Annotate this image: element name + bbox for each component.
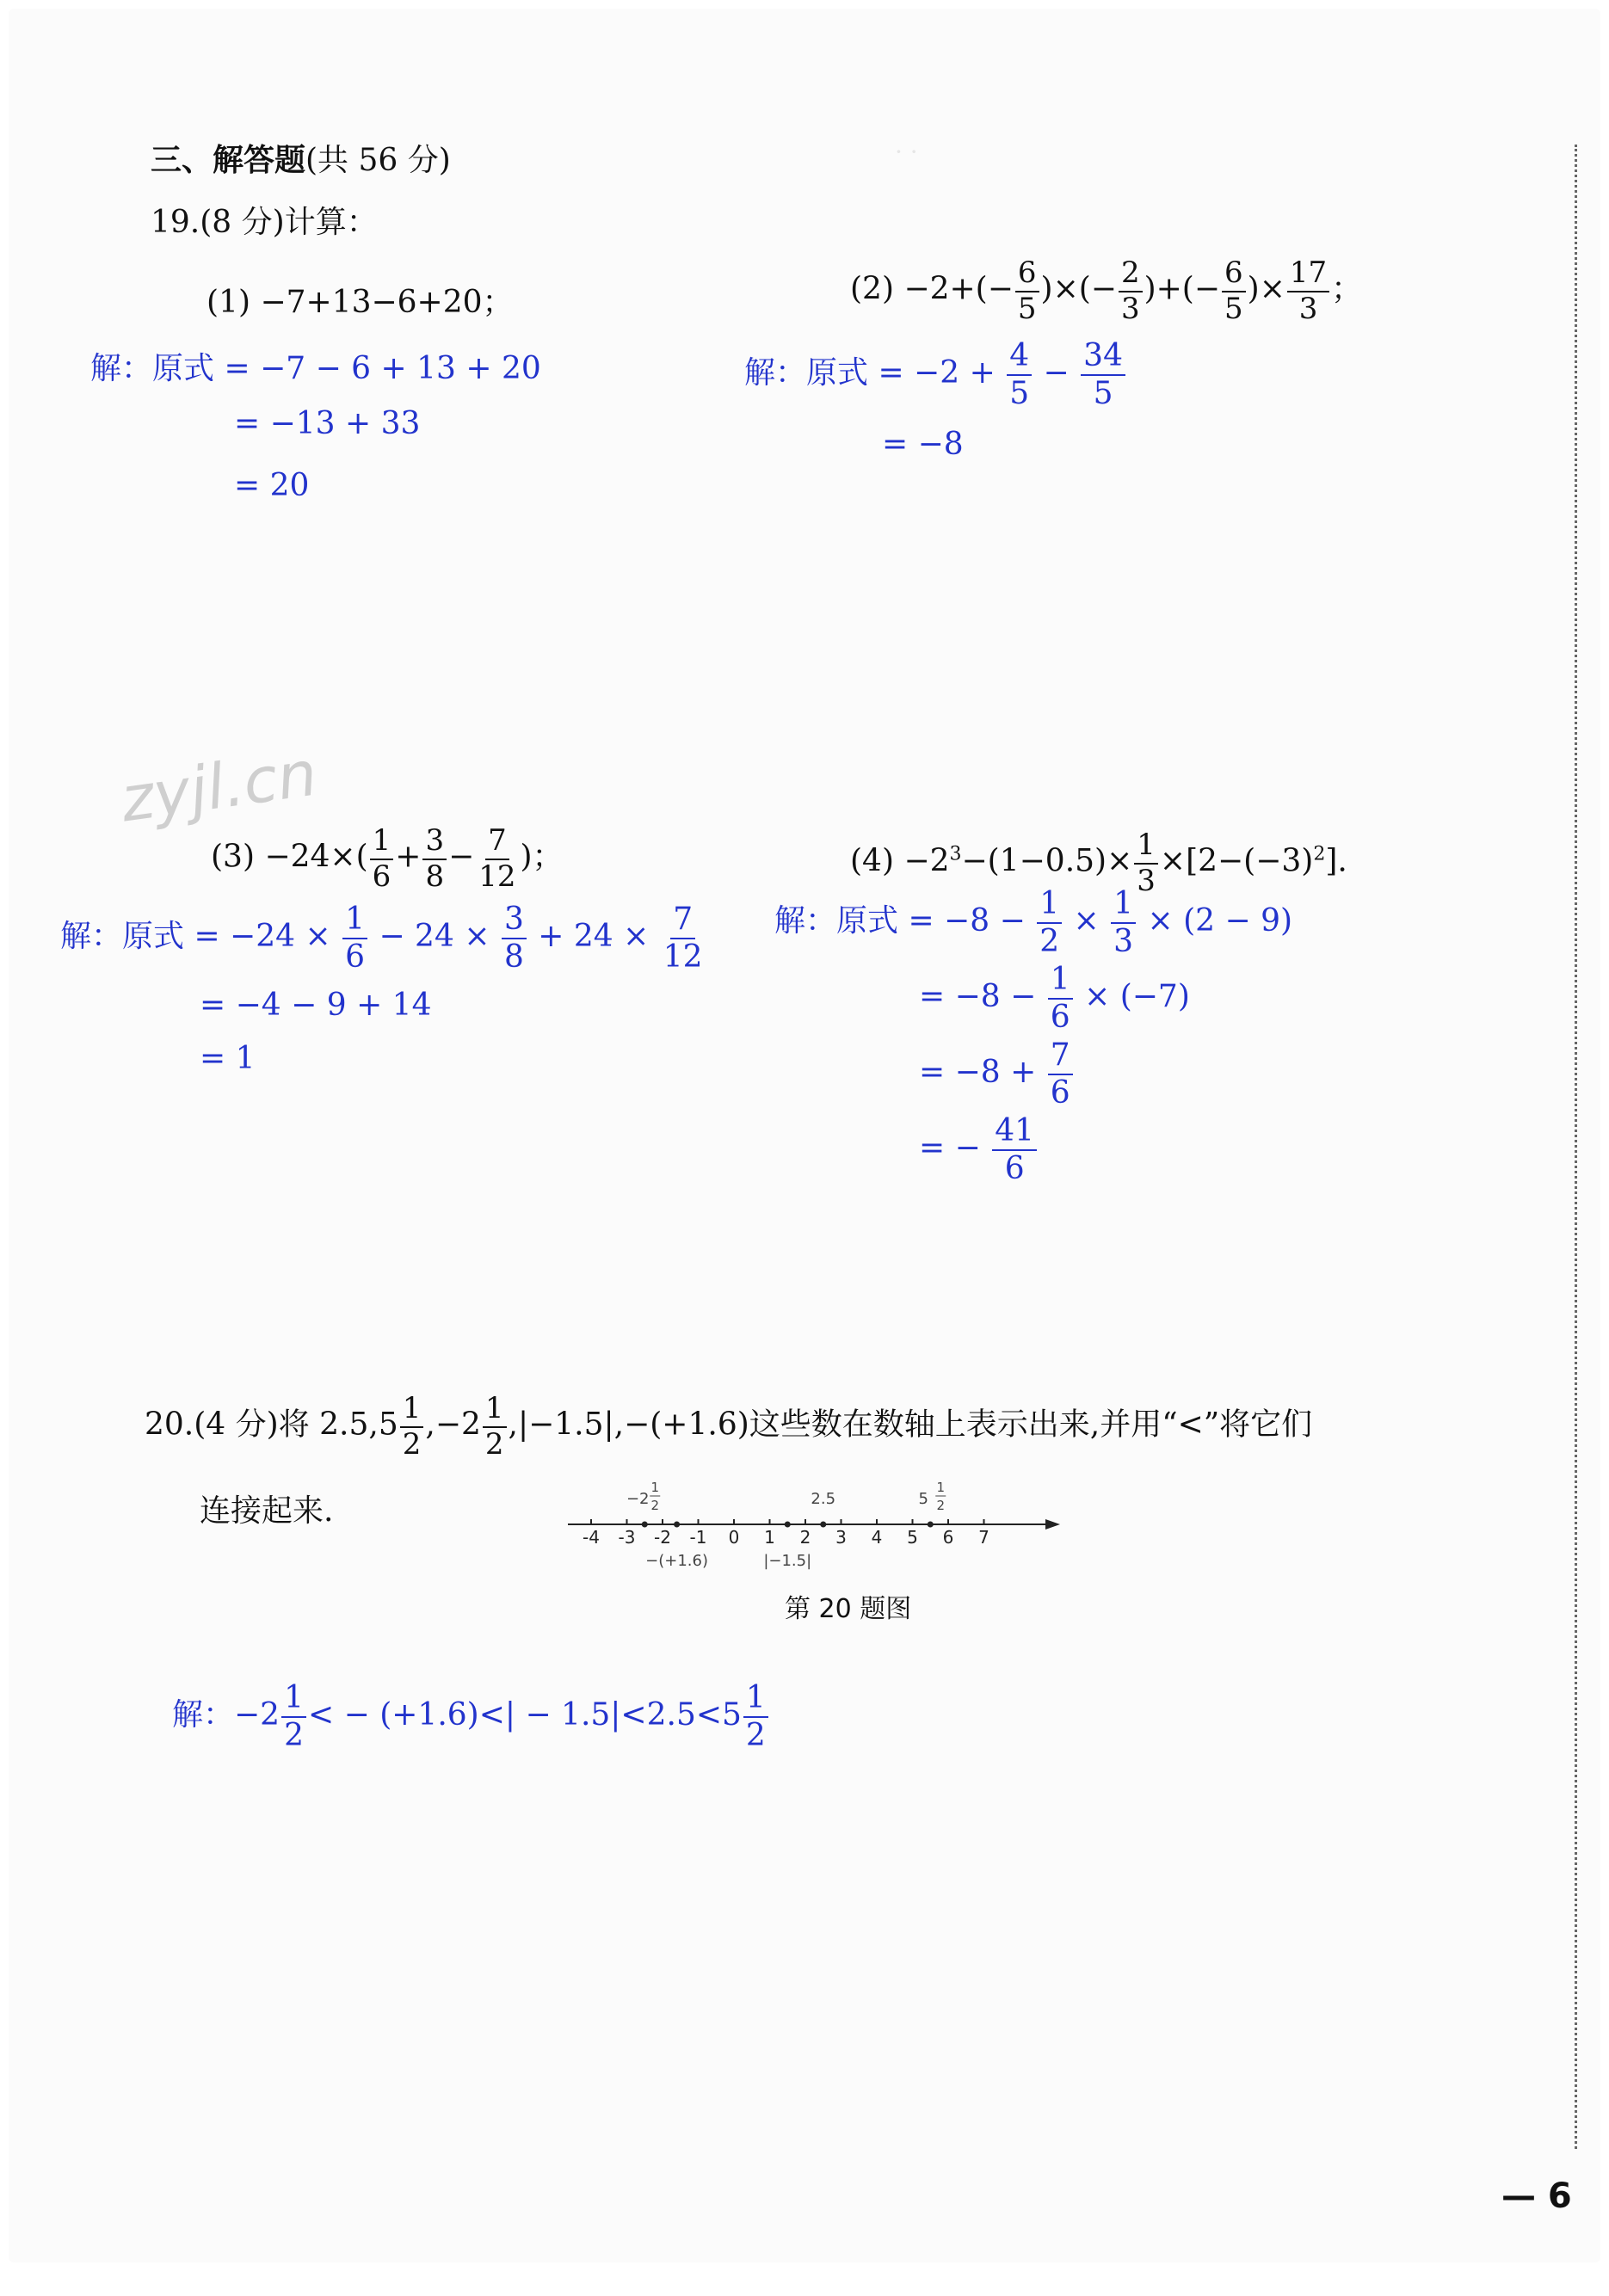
q19-part4-step3: = −8 + $\frac{7}{6}$ — [919, 1039, 1075, 1110]
tick-label: 0 — [728, 1527, 740, 1548]
q19-part3-step3: = 1 — [200, 1041, 256, 1076]
point-dot — [785, 1522, 791, 1528]
q19-part1-expression: (1) −7+13−6+20； — [207, 285, 514, 320]
watermark: zyjl.cn — [116, 736, 322, 836]
q19-part1-step3: = 20 — [234, 468, 310, 503]
section-heading — [151, 136, 451, 180]
point-label: −2 — [626, 1490, 650, 1508]
section-title: 三、解答题 — [151, 142, 306, 178]
tick-label: 6 — [942, 1527, 954, 1548]
axis-arrow — [1045, 1519, 1060, 1530]
point-frac-den: 2 — [936, 1498, 946, 1513]
tick-label: -4 — [583, 1527, 600, 1548]
q19-part1-solution — [90, 344, 541, 388]
q19-part3-expression: (3) −24×( $\frac{1}{6}$ + $\frac{3}{8}$ − $\frac{7}{12}$ )； — [211, 823, 564, 894]
tick-label: 4 — [871, 1527, 883, 1548]
worksheet-page — [9, 9, 1600, 2262]
q19-part4-step4: = − $\frac{41}{6}$ — [919, 1115, 1039, 1185]
q19-stem: 19.(8 分)计算： — [151, 205, 378, 240]
section-points: (共 56 分) — [305, 143, 451, 178]
tick-label: 7 — [978, 1527, 989, 1548]
tick-label: 5 — [907, 1527, 918, 1548]
figure-caption: 第 20 题图 — [785, 1594, 912, 1624]
number-line-figure — [551, 1471, 1067, 1583]
q19-part4-solution: 解：原式 = −8 − $\frac{1}{2}$ × $\frac{1}{3}$ × (2 − 9) — [774, 886, 1293, 959]
tick-label: 1 — [764, 1527, 775, 1548]
point-label: |−1.5| — [763, 1552, 812, 1570]
point-dot — [820, 1522, 826, 1528]
solution-prefix: 解：原式 = — [90, 351, 250, 386]
q19-part1-step2: = −13 + 33 — [234, 406, 421, 441]
point-dot — [642, 1522, 648, 1528]
q19-part2-step2: = −8 — [882, 427, 964, 462]
point-label: 2.5 — [811, 1490, 836, 1508]
tick-label: -1 — [689, 1527, 707, 1548]
point-dot — [928, 1522, 934, 1528]
q19-part3-solution: 解：原式 = −24 × $\frac{1}{6}$ − 24 × $\frac{3}{8}$ + 24 × $\frac{7}{12}$ — [60, 902, 703, 975]
tick-label: 3 — [835, 1527, 847, 1548]
tick-label: -3 — [618, 1527, 636, 1548]
q20-solution: 解：−2 $\frac{1}{2}$ < − (+1.6)<| − 1.5|<2.5<5 $\frac{1}{2}$ — [172, 1682, 770, 1752]
q19-part4-expression: $(4) -2^3-(1-0.5)\times$ $\frac{1}{3}$ $\times[2-(-3)^2]$. — [850, 828, 1347, 898]
q19-part4-step2: = −8 − $\frac{1}{6}$ × (−7) — [919, 962, 1190, 1035]
point-frac-num: 1 — [936, 1480, 946, 1495]
tick-label: -2 — [654, 1527, 671, 1548]
q20-stem-line2: 连接起来. — [200, 1493, 334, 1529]
margin-dotted-line — [1575, 145, 1577, 2149]
tick-label: 2 — [799, 1527, 811, 1548]
point-label: −(+1.6) — [645, 1552, 709, 1570]
point-label: 5 — [918, 1490, 928, 1508]
q19-part3-step2: = −4 − 9 + 14 — [200, 988, 432, 1023]
page-number: — 6 — [1501, 2176, 1572, 2216]
q19-part2-expression: (2) −2+(− $\frac{6}{5}$ )×(− $\frac{2}{3}$ )+(− $\frac{6}{5}$ )× $\frac{17}{3}$ ； — [850, 255, 1363, 326]
point-dot — [674, 1522, 680, 1528]
solution-step: −7 − 6 + 13 + 20 — [260, 351, 541, 386]
q20-stem: 20.(4 分)将 2.5,5 $\frac{1}{2}$ ,−2 $\frac{1}{2}$ ,|−1.5|,−(+1.6)这些数在数轴上表示出来,并用“<”将它们 — [145, 1391, 1313, 1462]
q19-part2-solution: 解：原式 = −2 + $\frac{4}{5}$ − $\frac{34}{5}$ — [744, 340, 1127, 410]
point-frac-num: 1 — [650, 1480, 660, 1495]
point-frac-den: 2 — [650, 1498, 660, 1513]
faint-mark: · · — [895, 138, 918, 166]
